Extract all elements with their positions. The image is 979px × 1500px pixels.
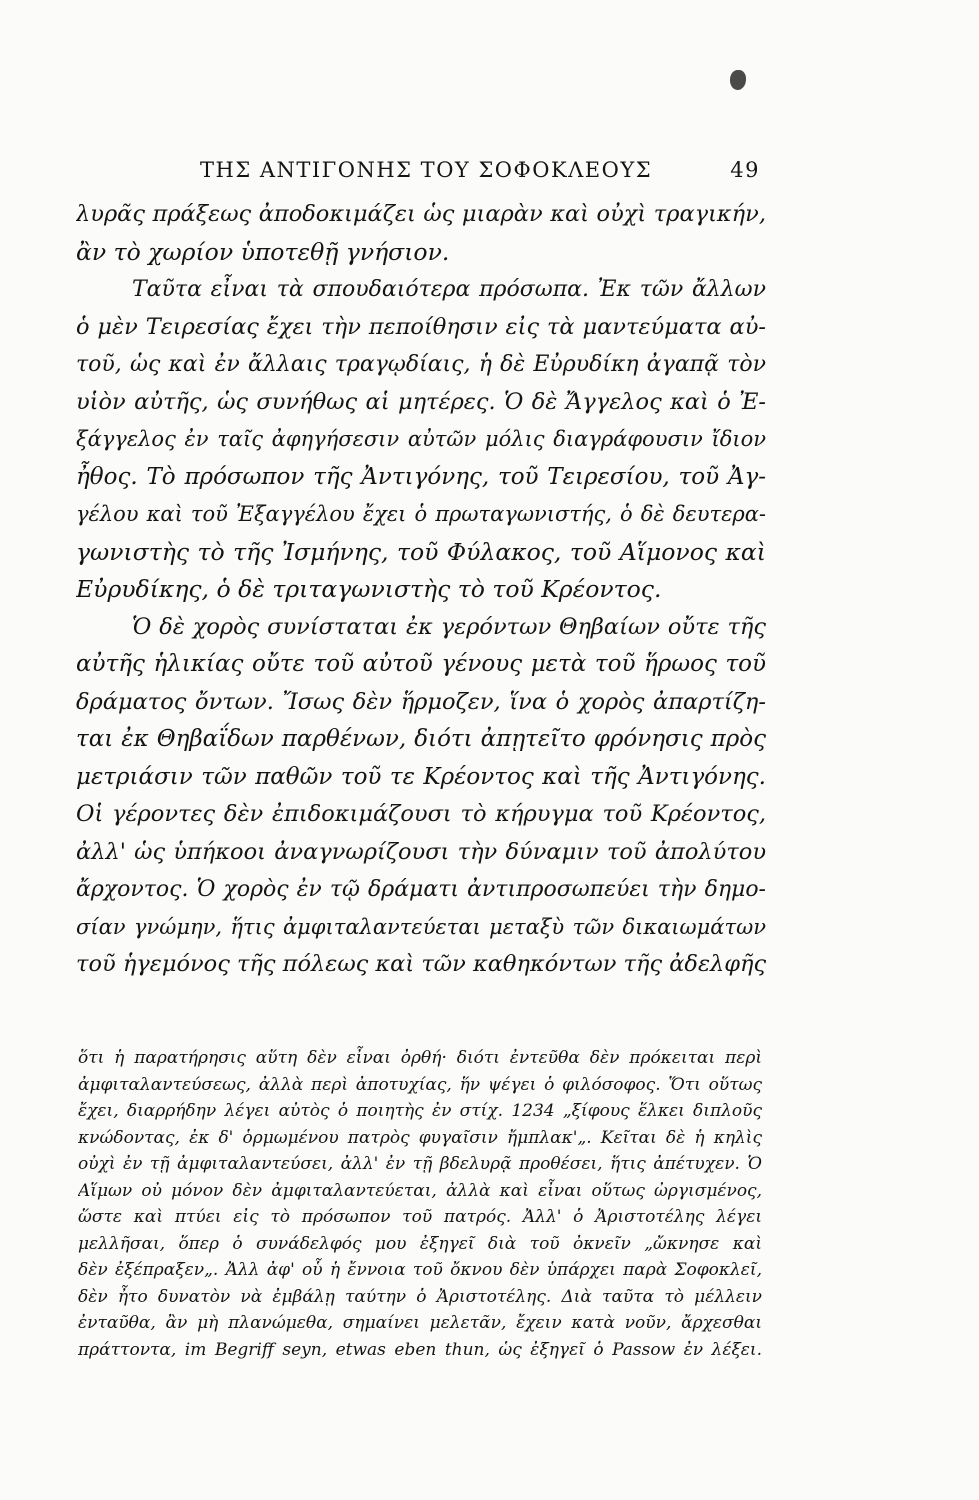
footnote-line: ἐνταῦθα, ἂν μὴ πλανώμεθα, σημαίνει μελετᾶν, ἔχειν κατὰ νοῦν, ἄρχεσθαι	[78, 1313, 762, 1333]
main-text-block	[76, 196, 766, 984]
footnote-line: ὥστε καὶ πτύει εἰς τὸ πρόσωπον τοῦ πατρός. Ἀλλ' ὁ Ἀριστοτέλης λέγει	[78, 1207, 762, 1227]
text-line: γέλου καὶ τοῦ Ἐξαγγέλου ἔχει ὁ πρωταγωνιστής, ὁ δὲ δευτερα-	[76, 502, 766, 526]
text-line: μετριάσιν τῶν παθῶν τοῦ τε Κρέοντος καὶ τῆς Ἀντιγόνης.	[76, 763, 766, 790]
text-line: σίαν γνώμην, ἥτις ἀμφιταλαντεύεται μεταξὺ τῶν δικαιωμάτων	[76, 914, 766, 939]
text-line: ξάγγελος ἐν ταῖς ἀφηγήσεσιν αὐτῶν μόλις διαγράφουσιν ἴδιον	[76, 427, 766, 451]
footnote-line: κνώδοντας, ἐκ δ' ὁρμωμένου πατρὸς φυγαῖσιν ἤμπλακ'„. Κεῖται δὲ ἡ κηλὶς	[78, 1127, 762, 1148]
text-line: ἂν τὸ χωρίον ὑποτεθῇ γνήσιον.	[76, 237, 450, 266]
text-line: ἄρχοντος. Ὁ χορὸς ἐν τῷ δράματι ἀντιπροσωπεύει τὴν δημο-	[76, 877, 766, 902]
footnote-line: μελλῆσαι, ὅπερ ὁ συνάδελφός μου ἐξηγεῖ διὰ τοῦ ὀκνεῖν „ὤκνησε καὶ	[78, 1233, 762, 1254]
running-title: ΤΗΣ ΑΝΤΙΓΟΝΗΣ ΤΟΥ ΣΟΦΟΚΛΕΟΥΣ	[200, 158, 653, 182]
footnote-line: ἔχει, διαρρήδην λέγει αὐτὸς ὁ ποιητὴς ἐν στίχ. 1234 „ξίφους ἕλκει διπλοῦς	[78, 1101, 762, 1121]
text-line: γωνιστὴς τὸ τῆς Ἰσμήνης, τοῦ Φύλακος, τοῦ Αἵμονος καὶ	[76, 537, 766, 566]
footnote-line: πράττοντα, im Begriff seyn, etwas eben thun, ὡς ἐξηγεῖ ὁ Passow ἐν λέξει.	[78, 1339, 762, 1360]
footnote-line: ἀμφιταλαντεύσεως, ἀλλὰ περὶ ἀποτυχίας, ἥν ψέγει ὁ φιλόσοφος. Ὅτι οὕτως	[78, 1074, 762, 1095]
text-line: υἱὸν αὐτῆς, ὡς συνήθως αἱ μητέρες. Ὁ δὲ Ἄγγελος καὶ ὁ Ἐ-	[76, 388, 766, 415]
footnote-block	[78, 1045, 762, 1363]
text-line: αὐτῆς ἡλικίας οὔτε τοῦ αὐτοῦ γένους μετὰ τοῦ ἥρωος τοῦ	[76, 651, 766, 677]
text-line: τοῦ ἡγεμόνος τῆς πόλεως καὶ τῶν καθηκόντων τῆς ἀδελφῆς	[76, 951, 766, 977]
text-line: Ὁ δὲ χορὸς συνίσταται ἐκ γερόντων Θηβαίων οὔτε τῆς	[132, 613, 766, 640]
footnote-line: δὲν ἐξέπραξεν„. Ἀλλ ἀφ' οὗ ἡ ἔννοια τοῦ ὄκνου δὲν ὑπάρχει παρὰ Σοφοκλεῖ,	[78, 1260, 762, 1280]
text-line: ὁ μὲν Τειρεσίας ἔχει τὴν πεποίθησιν εἰς τὰ μαντεύματα αὐ-	[76, 313, 766, 340]
text-line: Εὐρυδίκης, ὁ δὲ τριταγωνιστὴς τὸ τοῦ Κρέοντος.	[76, 575, 662, 603]
text-line: τοῦ, ὡς καὶ ἐν ἄλλαις τραγῳδίαις, ἡ δὲ Εὐρυδίκη ἀγαπᾷ τὸν	[76, 352, 766, 377]
footnote-line: ὅτι ἡ παρατήρησις αὕτη δὲν εἶναι ὀρθή· διότι ἐντεῦθα δὲν πρόκειται περὶ	[78, 1048, 762, 1068]
running-header	[200, 158, 760, 192]
page-number: 49	[730, 158, 760, 182]
text-line: ται ἐκ Θηβαΐδων παρθένων, διότι ἀπῃτεῖτο φρόνησις πρὸς	[76, 726, 766, 752]
text-line: Ταῦτα εἶναι τὰ σπουδαιότερα πρόσωπα. Ἐκ τῶν ἄλλων	[132, 277, 766, 302]
text-line: ἀλλ' ὡς ὑπήκοοι ἀναγνωρίζουσι τὴν δύναμιν τοῦ ἀπολύτου	[76, 838, 766, 865]
text-line: λυρᾶς πράξεως ἀποδοκιμάζει ὡς μιαρὰν καὶ οὐχὶ τραγικήν,	[76, 201, 766, 227]
footnote-line: δὲν ἦτο δυνατὸν νὰ ἐμβάλῃ ταύτην ὁ Ἀριστοτέλης. Διὰ ταῦτα τὸ μέλλειν	[78, 1286, 762, 1307]
footnote-line: Αἵμων οὐ μόνον δὲν ἀμφιταλαντεύεται, ἀλλὰ καὶ εἶναι οὕτως ὠργισμένος,	[78, 1180, 762, 1201]
footnote-line: οὐχὶ ἐν τῇ ἀμφιταλαντεύσει, ἀλλ' ἐν τῇ βδελυρᾷ προθέσει, ἥτις ἀπέτυχεν. Ὁ	[78, 1154, 762, 1174]
text-line: ἦθος. Τὸ πρόσωπον τῆς Ἀντιγόνης, τοῦ Τειρεσίου, τοῦ Ἀγ-	[76, 463, 766, 490]
text-line: δράματος ὄντων. Ἴσως δὲν ἥρμοζεν, ἵνα ὁ χορὸς ἀπαρτίζη-	[76, 688, 766, 715]
text-line: Οἱ γέροντες δὲν ἐπιδοκιμάζουσι τὸ κήρυγμα τοῦ Κρέοντος,	[76, 801, 766, 827]
ink-blot-mark	[730, 70, 746, 90]
